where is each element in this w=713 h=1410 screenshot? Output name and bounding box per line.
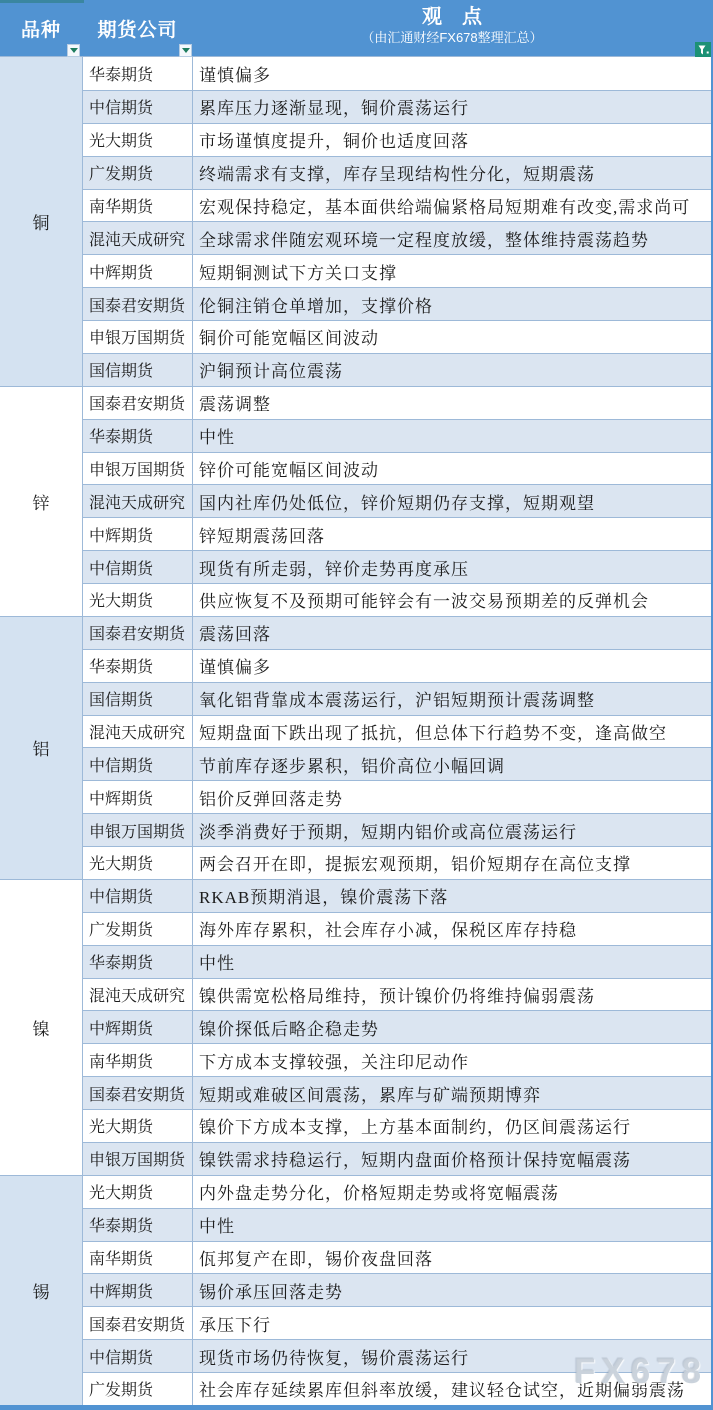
view-cell: 谨慎偏多 bbox=[199, 65, 271, 85]
table-row bbox=[83, 1076, 713, 1109]
bottom-bar bbox=[0, 1405, 713, 1410]
company-cell: 国泰君安期货 bbox=[83, 1077, 193, 1109]
company-cell: 中信期货 bbox=[83, 551, 193, 583]
company-cell: 国泰君安期货 bbox=[83, 387, 193, 419]
variety-label: 铜 bbox=[0, 57, 83, 386]
company-cell: 光大期货 bbox=[83, 1176, 193, 1208]
section-rows bbox=[83, 386, 713, 616]
table-row bbox=[83, 583, 713, 616]
view-cell: 锌短期震荡回落 bbox=[199, 526, 325, 546]
view-cell: 节前库存逐步累积，铝价高位小幅回调 bbox=[199, 756, 505, 776]
chevron-down-icon bbox=[70, 48, 78, 53]
view-cell: 短期盘面下跌出现了抵抗，但总体下行趋势不变，逢高做空 bbox=[199, 723, 667, 743]
company-cell: 中辉期货 bbox=[83, 255, 193, 287]
table-row bbox=[83, 550, 713, 583]
view-cell: 短期铜测试下方关口支撑 bbox=[199, 263, 397, 283]
company-cell: 混沌天成研究 bbox=[83, 222, 193, 254]
table-row bbox=[83, 1142, 713, 1175]
view-column-title: 观 点 bbox=[422, 6, 482, 28]
variety-label: 锡 bbox=[0, 1175, 83, 1405]
view-cell: 现货有所走弱，锌价走势再度承压 bbox=[199, 559, 469, 579]
view-cell: 镍铁需求持稳运行，短期内盘面价格预计保持宽幅震荡 bbox=[199, 1151, 631, 1171]
view-cell: 国内社库仍处低位，锌价短期仍存支撑，短期观望 bbox=[199, 493, 595, 513]
table-row bbox=[83, 747, 713, 780]
table-row bbox=[83, 221, 713, 254]
view-cell: 宏观保持稳定，基本面供给端偏紧格局短期难有改变,需求尚可 bbox=[199, 197, 691, 217]
table-row bbox=[83, 649, 713, 682]
view-cell: 供应恢复不及预期可能锌会有一波交易预期差的反弹机会 bbox=[199, 592, 649, 612]
table-row bbox=[83, 1208, 713, 1241]
view-cell: 下方成本支撑较强，关注印尼动作 bbox=[199, 1052, 469, 1072]
company-cell: 南华期货 bbox=[83, 1242, 193, 1274]
view-cell: 伦铜注销仓单增加，支撑价格 bbox=[199, 296, 433, 316]
table-row bbox=[83, 1306, 713, 1339]
table-filter-icon[interactable] bbox=[695, 42, 711, 58]
section-锡 bbox=[0, 1175, 713, 1405]
variety-label: 镍 bbox=[0, 879, 83, 1175]
table-row bbox=[83, 715, 713, 748]
company-cell: 华泰期货 bbox=[83, 1209, 193, 1241]
variety-filter-dropdown[interactable] bbox=[67, 44, 80, 57]
company-cell: 申银万国期货 bbox=[83, 321, 193, 353]
table-row bbox=[83, 1273, 713, 1306]
company-cell: 申银万国期货 bbox=[83, 1143, 193, 1175]
table-row bbox=[83, 189, 713, 222]
section-rows bbox=[83, 616, 713, 879]
view-cell: 镍价下方成本支撑，上方基本面制约，仍区间震荡运行 bbox=[199, 1118, 631, 1138]
variety-label: 铝 bbox=[0, 616, 83, 879]
table-row bbox=[83, 945, 713, 978]
table-row bbox=[83, 978, 713, 1011]
view-cell: 沪铜预计高位震荡 bbox=[199, 362, 343, 382]
table-row bbox=[83, 1010, 713, 1043]
section-rows bbox=[83, 879, 713, 1175]
table-row bbox=[83, 386, 713, 419]
company-cell: 中信期货 bbox=[83, 748, 193, 780]
company-column-title: 期货公司 bbox=[97, 20, 178, 41]
table-row bbox=[83, 517, 713, 550]
table-row bbox=[83, 1372, 713, 1405]
company-cell: 混沌天成研究 bbox=[83, 485, 193, 517]
company-cell: 中辉期货 bbox=[83, 1274, 193, 1306]
company-cell: 南华期货 bbox=[83, 190, 193, 222]
company-cell: 华泰期货 bbox=[83, 420, 193, 452]
company-cell: 广发期货 bbox=[83, 1373, 193, 1405]
table-row bbox=[83, 813, 713, 846]
table-row bbox=[83, 616, 713, 649]
chevron-down-icon bbox=[182, 48, 190, 53]
company-cell: 国信期货 bbox=[83, 354, 193, 386]
view-cell: 震荡回落 bbox=[199, 625, 271, 645]
company-cell: 光大期货 bbox=[83, 1110, 193, 1142]
view-cell: 中性 bbox=[199, 954, 235, 974]
variety-label: 锌 bbox=[0, 386, 83, 616]
table-row bbox=[83, 90, 713, 123]
section-镍 bbox=[0, 879, 713, 1175]
view-cell: 两会召开在即，提振宏观预期，铝价短期存在高位支撑 bbox=[199, 855, 631, 875]
fx678-watermark: FX678 bbox=[574, 1352, 708, 1391]
section-铝 bbox=[0, 616, 713, 879]
view-cell: 中性 bbox=[199, 428, 235, 448]
table-row bbox=[83, 1043, 713, 1076]
table-row bbox=[83, 682, 713, 715]
company-cell: 混沌天成研究 bbox=[83, 716, 193, 748]
company-cell: 华泰期货 bbox=[83, 946, 193, 978]
company-cell: 南华期货 bbox=[83, 1044, 193, 1076]
header-cell-view bbox=[193, 0, 711, 57]
table-row bbox=[83, 287, 713, 320]
company-cell: 广发期货 bbox=[83, 157, 193, 189]
view-cell: 现货市场仍待恢复，锡价震荡运行 bbox=[199, 1348, 469, 1368]
company-cell: 华泰期货 bbox=[83, 57, 193, 90]
company-filter-dropdown[interactable] bbox=[179, 44, 192, 57]
company-cell: 中辉期货 bbox=[83, 518, 193, 550]
company-cell: 光大期货 bbox=[83, 124, 193, 156]
table-row bbox=[83, 1241, 713, 1274]
funnel-icon bbox=[698, 45, 709, 56]
section-铜 bbox=[0, 57, 713, 386]
company-cell: 中辉期货 bbox=[83, 781, 193, 813]
table-row bbox=[83, 419, 713, 452]
company-cell: 光大期货 bbox=[83, 847, 193, 879]
table-row bbox=[83, 846, 713, 879]
table-row bbox=[83, 57, 713, 90]
view-column-subtitle: （由汇通财经FX678整理汇总） bbox=[361, 30, 543, 45]
table-header bbox=[0, 0, 713, 57]
view-cell: 市场谨慎度提升，铜价也适度回落 bbox=[199, 132, 469, 152]
table-row bbox=[83, 254, 713, 287]
view-cell: 铝价反弹回落走势 bbox=[199, 789, 343, 809]
company-cell: 混沌天成研究 bbox=[83, 979, 193, 1011]
view-cell: 短期或难破区间震荡，累库与矿端预期博弈 bbox=[199, 1085, 541, 1105]
view-cell: 中性 bbox=[199, 1217, 235, 1237]
view-cell: 铜价可能宽幅区间波动 bbox=[199, 329, 379, 349]
view-cell: 内外盘走势分化，价格短期走势或将宽幅震荡 bbox=[199, 1184, 559, 1204]
view-cell: 谨慎偏多 bbox=[199, 658, 271, 678]
view-cell: RKAB预期消退，镍价震荡下落 bbox=[199, 888, 449, 908]
table-body bbox=[0, 57, 713, 1405]
company-cell: 华泰期货 bbox=[83, 650, 193, 682]
table-row bbox=[83, 912, 713, 945]
company-cell: 中信期货 bbox=[83, 1340, 193, 1372]
company-cell: 广发期货 bbox=[83, 913, 193, 945]
table-row bbox=[83, 353, 713, 386]
section-rows bbox=[83, 57, 713, 386]
table-row bbox=[83, 156, 713, 189]
view-cell: 终端需求有支撑，库存呈现结构性分化，短期震荡 bbox=[199, 165, 595, 185]
view-cell: 海外库存累积，社会库存小减，保税区库存持稳 bbox=[199, 921, 577, 941]
table-row bbox=[83, 780, 713, 813]
table-row bbox=[83, 320, 713, 353]
table-row bbox=[83, 123, 713, 156]
view-cell: 淡季消费好于预期，短期内铝价或高位震荡运行 bbox=[199, 822, 577, 842]
table-row bbox=[83, 879, 713, 912]
company-cell: 申银万国期货 bbox=[83, 814, 193, 846]
company-cell: 国信期货 bbox=[83, 683, 193, 715]
view-cell: 镍供需宽松格局维持，预计镍价仍将维持偏弱震荡 bbox=[199, 986, 595, 1006]
view-cell: 镍价探低后略企稳走势 bbox=[199, 1019, 379, 1039]
variety-column-title: 品种 bbox=[20, 20, 61, 41]
view-cell: 佤邦复产在即，锡价夜盘回落 bbox=[199, 1249, 433, 1269]
header-cell-company bbox=[82, 0, 193, 57]
view-cell: 累库压力逐渐显现，铜价震荡运行 bbox=[199, 99, 469, 119]
view-cell: 锌价可能宽幅区间波动 bbox=[199, 460, 379, 480]
company-cell: 申银万国期货 bbox=[83, 453, 193, 485]
section-锌 bbox=[0, 386, 713, 616]
view-cell: 震荡调整 bbox=[199, 395, 271, 415]
view-cell: 锡价承压回落走势 bbox=[199, 1282, 343, 1302]
table-row bbox=[83, 1175, 713, 1208]
view-cell: 氧化铝背靠成本震荡运行，沪铝短期预计震荡调整 bbox=[199, 691, 595, 711]
company-cell: 国泰君安期货 bbox=[83, 1307, 193, 1339]
view-cell: 承压下行 bbox=[199, 1315, 271, 1335]
table-row bbox=[83, 484, 713, 517]
company-cell: 国泰君安期货 bbox=[83, 288, 193, 320]
view-cell: 社会库存延续累库但斜率放缓，建议轻仓试空，近期偏弱震荡 bbox=[199, 1381, 685, 1401]
company-cell: 国泰君安期货 bbox=[83, 617, 193, 649]
section-rows bbox=[83, 1175, 713, 1405]
table-row bbox=[83, 1109, 713, 1142]
company-cell: 中信期货 bbox=[83, 91, 193, 123]
company-cell: 中信期货 bbox=[83, 880, 193, 912]
table-row bbox=[83, 452, 713, 485]
company-cell: 中辉期货 bbox=[83, 1011, 193, 1043]
view-cell: 全球需求伴随宏观环境一定程度放缓，整体维持震荡趋势 bbox=[199, 230, 649, 250]
table-row bbox=[83, 1339, 713, 1372]
company-cell: 光大期货 bbox=[83, 584, 193, 616]
